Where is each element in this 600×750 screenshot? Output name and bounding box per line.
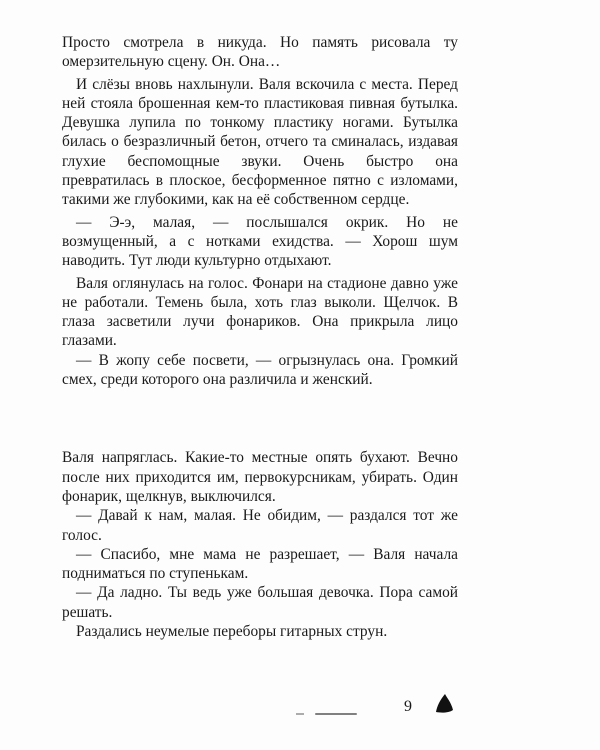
- paragraph: Просто смотрела в никуда. Но память рисовала ту омерзительную сцену. Он. Она…: [62, 34, 458, 71]
- paragraph: Валя напряглась. Какие-то местные опять бухают. Вечно после них приходится им, первокурсникам, убирать. Один фонарик, щелкнув, выключился.: [62, 449, 458, 505]
- paragraph: — Спасибо, мне мама не разрешает, — Валя начала подниматься по ступенькам.: [62, 545, 458, 583]
- scan-smudge: [296, 713, 304, 715]
- paragraph: — Да ладно. Ты ведь уже большая девочка. Пора самой решать.: [62, 584, 458, 621]
- paragraph: — Э-э, малая, — послышался окрик. Но не возмущенный, а с нотками ехидства. — Хорош шум наводить. Тут люди культурно отдыхают.: [62, 213, 458, 270]
- ink-blot-icon: [433, 692, 455, 714]
- paragraph: Валя оглянулась на голос. Фонари на стадионе давно уже не работали. Темень была, хоть глаз выколи. Щелчок. В глаза засветили лучи фонариков. Она прикрыла лицо глазами.: [62, 274, 458, 350]
- page-body: [62, 33, 458, 641]
- section-break: [62, 389, 458, 448]
- page-number: 9: [404, 698, 412, 715]
- scan-smudge: [315, 713, 357, 715]
- paragraph: — В жопу себе посвети, — огрызнулась она. Громкий смех, среди которого она различила и женский.: [62, 351, 458, 389]
- paragraph: — Давай к нам, малая. Не обидим, — раздался тот же голос.: [62, 507, 458, 544]
- paragraph: И слёзы вновь нахлынули. Валя вскочила с места. Перед ней стояла брошенная кем-то пластиковая пивная бутылка. Девушка лупила по тонкому пластику ногами. Бутылка билась о безразличный бетон, отчего та сминалась, издавая глухие беспомощные звуки. Очень быстро она превратилась в плоское, бесформенное пятно с изломами, такими же глубокими, как на её собственном сердце.: [62, 75, 458, 209]
- paragraph: Раздались неумелые переборы гитарных струн.: [76, 623, 388, 641]
